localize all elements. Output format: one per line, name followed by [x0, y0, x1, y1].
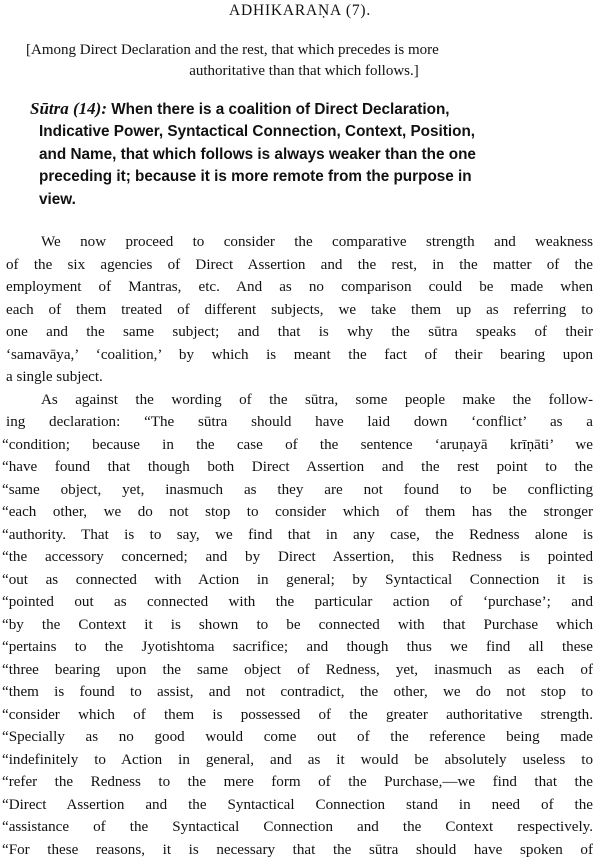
body-line: “by the Context it is shown to be connected with that Purchase which	[2, 616, 593, 633]
sutra-label: Sūtra (14):	[30, 99, 107, 118]
body-line: “have found that though both Direct Assertion and the rest point to the	[2, 459, 593, 475]
body-line: “indefinitely to Action in general, and as it would be absolutely useless to	[2, 751, 593, 768]
sutra-line: Indicative Power, Syntactical Connection, Context, Position,	[39, 123, 476, 141]
body-line: one and the same subject; and that is why the sūtra speaks of their	[6, 324, 593, 340]
sutra-statement	[30, 98, 582, 211]
sutra-line: When there is a coalition of Direct Declaration,	[111, 101, 450, 118]
body-line: “pertains to the Jyotishtoma sacrifice; and though thus we find all these	[2, 639, 593, 655]
body-line: “each other, we do not stop to consider which of them has the stronger	[2, 504, 593, 520]
summary-line: [Among Direct Declaration and the rest, that which precedes is more	[26, 42, 439, 58]
body-line: “three bearing upon the same object of Redness, yet, inasmuch as each of	[2, 661, 593, 678]
body-line: “pointed out as connected with the particular action of ‘purchase’; and	[2, 594, 593, 610]
body-line: “Direct Assertion and the Syntactical Connection stand in need of the	[2, 796, 593, 813]
body-line: As against the wording of the sūtra, some people make the follow-	[41, 391, 593, 408]
body-line: “same object, yet, inasmuch as they are not found to be conflicting	[2, 481, 593, 498]
body-line: employment of Mantras, etc. And as no comparison could be made when	[6, 279, 593, 295]
body-line: “them is found to assist, and not contradict, the other, we do not stop to	[2, 684, 593, 700]
body-line: “consider which of them is possessed of the greater authoritative strength.	[2, 706, 593, 723]
sutra-line: view.	[39, 190, 76, 208]
body-line: “For these reasons, it is necessary that the sūtra should have spoken of	[2, 841, 593, 858]
body-line: each of them treated of different subjects, we take them up as referring to	[6, 301, 593, 318]
body-line: “the accessory concerned; and by Direct Assertion, this Redness is pointed	[2, 549, 593, 565]
body-line: “authority. That is to say, we find that in any case, the Redness alone is	[2, 526, 593, 543]
body-line: a single subject.	[6, 369, 103, 385]
summary-line: authoritative than that which follows.]	[189, 63, 419, 79]
body-line: “out as connected with Action in general; by Syntactical Connection it is	[2, 571, 593, 588]
body-line: of the six agencies of Direct Assertion and the rest, in the matter of the	[6, 256, 593, 273]
body-line: We now proceed to consider the comparative strength and weakness	[41, 234, 593, 250]
body-line: “assistance of the Syntactical Connection and the Context respectively.	[2, 819, 593, 835]
body-line: “Specially as no good would come out of the reference being made	[2, 729, 593, 745]
sutra-line: preceding it; because it is more remote from the purpose in	[39, 168, 472, 186]
body-line: “condition; because in the case of the sentence ‘aruṇayā krīṇāti’ we	[2, 436, 593, 453]
body-line: ing declaration: “The sūtra should have laid down ‘conflict’ as a	[6, 414, 593, 430]
sutra-line: and Name, that which follows is always weaker than the one	[39, 145, 476, 163]
body-line: ‘samavāya,’ ‘coalition,’ by which is meant the fact of their bearing upon	[6, 346, 593, 363]
adhikarana-summary	[26, 40, 582, 82]
section-heading: ADHIKARAṆA (7).	[228, 2, 372, 19]
body-line: “refer the Redness to the mere form of the Purchase,—we find that the	[2, 774, 593, 790]
